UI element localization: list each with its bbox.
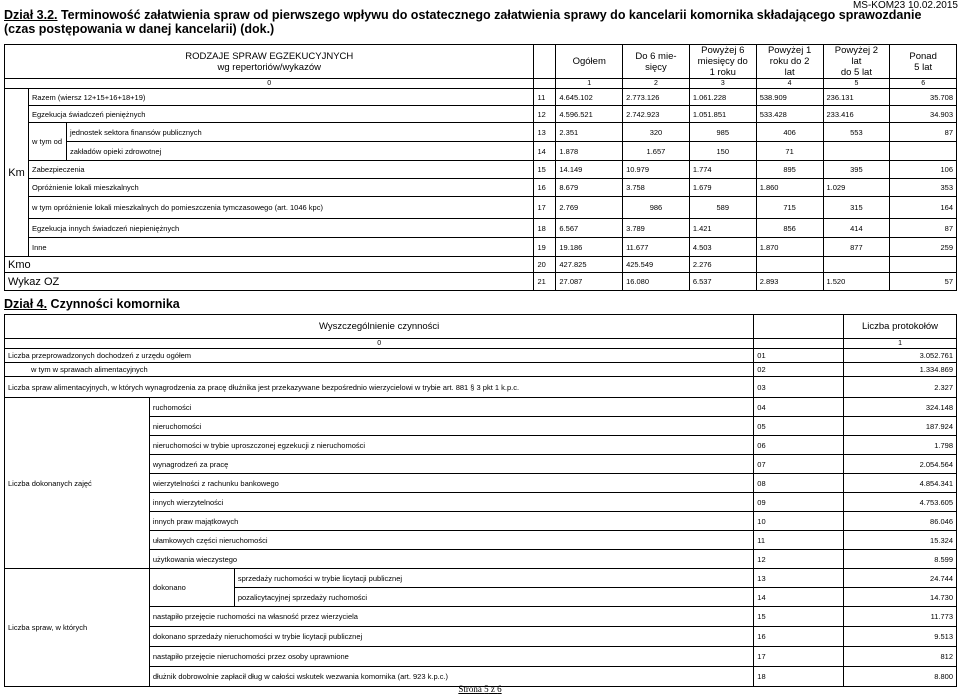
row-label: Zabezpieczenia (28, 161, 534, 179)
cell: 1.061.228 (689, 89, 756, 106)
row-number: 15 (754, 607, 844, 627)
col-index: 2 (623, 79, 690, 89)
row-label: Inne (28, 238, 534, 257)
row-label: w tym opróżnienie lokali mieszkalnych do pomieszczenia tymczasowego (art. 1046 kpc) (28, 197, 534, 219)
h13: 5 lat (914, 61, 933, 73)
cell: 320 (623, 123, 690, 142)
header-protocol-count: Liczba protokołów (844, 315, 957, 339)
row-number: 13 (534, 123, 556, 142)
table-row (5, 569, 957, 588)
footer-total: 6 (497, 684, 502, 694)
cell: 164 (890, 197, 957, 219)
row-label: dokonano sprzedaży nieruchomości w trybie licytacji publicznej (149, 627, 753, 647)
section-title (4, 8, 954, 36)
col-index: 0 (5, 339, 754, 349)
cell: 6.537 (689, 273, 756, 291)
h7: roku do 2 (769, 56, 810, 67)
cell: 2.327 (844, 377, 957, 398)
cell: 425.549 (623, 257, 690, 273)
row-label-oz: Wykaz OZ (5, 273, 534, 291)
cell: 34.903 (890, 106, 957, 123)
cell: 986 (623, 197, 690, 219)
cell: 8.800 (844, 667, 957, 687)
table-row (5, 363, 957, 377)
cell: 150 (689, 142, 756, 161)
group-km: Km (5, 89, 29, 257)
cell: 1.029 (823, 179, 890, 197)
row-number: 16 (754, 627, 844, 647)
cell (890, 257, 957, 273)
header-2y-5y (823, 45, 890, 79)
cell: 589 (689, 197, 756, 219)
cell: 86.046 (844, 512, 957, 531)
h8: lat (784, 67, 795, 78)
cell: 427.825 (556, 257, 623, 273)
row-label: nastąpiło przejęcie ruchomości na własność przez wierzyciela (149, 607, 753, 627)
row-label: nieruchomości w trybie uproszczonej egzekucji z nieruchomości (149, 436, 753, 455)
cell: 14.730 (844, 588, 957, 607)
cell: 87 (890, 219, 957, 238)
cell: 1.878 (556, 142, 623, 161)
cell: 3.052.761 (844, 349, 957, 363)
table-bailiff-actions (4, 314, 957, 687)
footer-prefix: Strona (458, 684, 485, 694)
cell: 1.860 (756, 179, 823, 197)
row-number: 12 (754, 550, 844, 569)
header-kind-line2: wg repertoriów/wykazów (217, 61, 321, 73)
row-number: 16 (534, 179, 556, 197)
header-kind (5, 45, 534, 79)
row-number: 02 (754, 363, 844, 377)
cell: 2.773.126 (623, 89, 690, 106)
header-up-to-6m (623, 45, 690, 79)
cell: 2.893 (756, 273, 823, 291)
header-total: Ogółem (556, 45, 623, 79)
cell: 414 (823, 219, 890, 238)
cell: 4.753.605 (844, 493, 957, 512)
cell: 11.677 (623, 238, 690, 257)
table-row (5, 142, 957, 161)
row-label: Razem (wiersz 12+15+16+18+19) (28, 89, 534, 106)
cell: 259 (890, 238, 957, 257)
cell: 106 (890, 161, 957, 179)
group-cases: Liczba spraw, w których (5, 569, 150, 687)
cell: 27.087 (556, 273, 623, 291)
row-number: 09 (754, 493, 844, 512)
row-number: 06 (754, 436, 844, 455)
cell: 715 (756, 197, 823, 219)
cell: 3.758 (623, 179, 690, 197)
section-4-text: Czynności komornika (47, 297, 180, 311)
h1: Do 6 mie- (635, 50, 677, 62)
cell: 4.596.521 (556, 106, 623, 123)
table-row (5, 123, 957, 142)
cell: 15.324 (844, 531, 957, 550)
row-label: nastąpiło przejęcie nieruchomości przez osoby uprawnione (149, 647, 753, 667)
cell: 1.051.851 (689, 106, 756, 123)
row-label: innych praw majątkowych (149, 512, 753, 531)
cell: 4.645.102 (556, 89, 623, 106)
cell: 2.054.564 (844, 455, 957, 474)
cell: 1.657 (623, 142, 690, 161)
cell: 19.186 (556, 238, 623, 257)
page-footer (0, 684, 960, 694)
cell: 353 (890, 179, 957, 197)
row-label: Liczba przeprowadzonych dochodzeń z urzędu ogółem (5, 349, 754, 363)
table-row (5, 179, 957, 197)
footer-mid: z (488, 684, 498, 694)
cell: 1.679 (689, 179, 756, 197)
cell: 533.428 (756, 106, 823, 123)
row-number: 03 (754, 377, 844, 398)
table-row (5, 257, 957, 273)
cell: 57 (890, 273, 957, 291)
section-4-title (4, 297, 180, 311)
col-index: 4 (756, 79, 823, 89)
row-label: w tym w sprawach alimentacyjnych (5, 363, 754, 377)
row-number: 11 (534, 89, 556, 106)
cell: 812 (844, 647, 957, 667)
document-id: MS-KOM23 10.02.2015 (852, 0, 958, 11)
h9: Powyżej 2 (834, 45, 879, 56)
cell: 1.870 (756, 238, 823, 257)
cell: 10.979 (623, 161, 690, 179)
header-description: Wyszczególnienie czynności (5, 315, 754, 339)
row-number: 21 (534, 273, 556, 291)
col-index: 1 (556, 79, 623, 89)
row-number: 20 (534, 257, 556, 273)
cell: 4.503 (689, 238, 756, 257)
section-title-text: Terminowość załatwienia spraw od pierwszego wpływu do ostatecznego załatwienia sprawy do kancelarii komornika składającego sprawozdanie (czas postępowania w danej kancelarii) (dok.) (4, 8, 922, 36)
table-row (5, 349, 957, 363)
cell: 11.773 (844, 607, 957, 627)
row-number: 14 (754, 588, 844, 607)
row-number: 11 (754, 531, 844, 550)
row-label: innych wierzytelności (149, 493, 753, 512)
header-over-5y (890, 45, 957, 79)
cell (823, 257, 890, 273)
header-kind-line1: RODZAJE SPRAW EGZEKUCYJNYCH (185, 50, 354, 62)
cell: 1.774 (689, 161, 756, 179)
cell: 315 (823, 197, 890, 219)
h4: miesięcy do (697, 56, 748, 67)
cell: 324.148 (844, 398, 957, 417)
cell: 985 (689, 123, 756, 142)
cell: 14.149 (556, 161, 623, 179)
row-label: ruchomości (149, 398, 753, 417)
cell: 8.679 (556, 179, 623, 197)
row-number: 15 (534, 161, 556, 179)
row-label: sprzedaży ruchomości w trybie licytacji publicznej (234, 569, 753, 588)
col-index: 3 (689, 79, 756, 89)
cell: 1.421 (689, 219, 756, 238)
cell: 856 (756, 219, 823, 238)
col-index: 5 (823, 79, 890, 89)
row-number: 18 (754, 667, 844, 687)
row-label: nieruchomości (149, 417, 753, 436)
cell: 895 (756, 161, 823, 179)
cell: 395 (823, 161, 890, 179)
row-number: 17 (534, 197, 556, 219)
row-number: 13 (754, 569, 844, 588)
h2: sięcy (645, 61, 667, 73)
h6: Powyżej 1 (767, 45, 812, 56)
section-4-number: Dział 4. (4, 297, 48, 311)
cell: 87 (890, 123, 957, 142)
cell: 2.276 (689, 257, 756, 273)
cell: 4.854.341 (844, 474, 957, 493)
row-number: 08 (754, 474, 844, 493)
row-label: wynagrodzeń za pracę (149, 455, 753, 474)
h10: lat (851, 56, 862, 67)
footer-page: 5 (484, 684, 489, 694)
table-row (5, 377, 957, 398)
cell: 71 (756, 142, 823, 161)
cell: 2.742.923 (623, 106, 690, 123)
table-row (5, 273, 957, 291)
col-index: 1 (844, 339, 957, 349)
row-label: dłużnik dobrowolnie zapłacił dług w całości wskutek wezwania komornika (art. 923 k.p.c.) (149, 667, 753, 687)
row-number: 17 (754, 647, 844, 667)
table-row (5, 89, 957, 106)
row-number: 18 (534, 219, 556, 238)
table-row (5, 197, 957, 219)
h5: 1 roku (709, 67, 736, 78)
group-w-tym-od: w tym od (28, 123, 66, 161)
cell (823, 142, 890, 161)
table-row (5, 238, 957, 257)
section-number: Dział 3.2. (4, 8, 58, 22)
col-index: 6 (890, 79, 957, 89)
cell: 187.924 (844, 417, 957, 436)
cell: 24.744 (844, 569, 957, 588)
row-label: użytkowania wieczystego (149, 550, 753, 569)
row-label: ułamkowych części nieruchomości (149, 531, 753, 550)
cell: 16.080 (623, 273, 690, 291)
table-case-duration (4, 44, 957, 291)
cell: 553 (823, 123, 890, 142)
table-row (5, 219, 957, 238)
row-label: Opróżnienie lokali mieszkalnych (28, 179, 534, 197)
cell: 1.334.869 (844, 363, 957, 377)
row-label: jednostek sektora finansów publicznych (66, 123, 534, 142)
table-row (5, 161, 957, 179)
header-1y-2y (756, 45, 823, 79)
cell: 2.769 (556, 197, 623, 219)
row-number: 05 (754, 417, 844, 436)
cell: 2.351 (556, 123, 623, 142)
row-number: 04 (754, 398, 844, 417)
cell: 8.599 (844, 550, 957, 569)
row-label: zakładów opieki zdrowotnej (66, 142, 534, 161)
row-label: Egzekucja świadczeń pieniężnych (28, 106, 534, 123)
cell (756, 257, 823, 273)
row-label-kmo: Kmo (5, 257, 534, 273)
table-row (5, 398, 957, 417)
cell: 9.513 (844, 627, 957, 647)
cell: 406 (756, 123, 823, 142)
h3: Powyżej 6 (701, 45, 745, 56)
cell: 6.567 (556, 219, 623, 238)
cell: 1.520 (823, 273, 890, 291)
row-label: pozalicytacyjnej sprzedaży ruchomości (234, 588, 753, 607)
row-number: 07 (754, 455, 844, 474)
header-6m-1y (689, 45, 756, 79)
group-dokonano: dokonano (149, 569, 234, 607)
row-number: 12 (534, 106, 556, 123)
col-index: 0 (5, 79, 534, 89)
h11: do 5 lat (840, 67, 872, 78)
cell: 3.789 (623, 219, 690, 238)
cell (890, 142, 957, 161)
group-seizures: Liczba dokonanych zajęć (5, 398, 150, 569)
cell: 233.416 (823, 106, 890, 123)
table-row (5, 106, 957, 123)
row-label: wierzytelności z rachunku bankowego (149, 474, 753, 493)
row-number: 14 (534, 142, 556, 161)
cell: 236.131 (823, 89, 890, 106)
cell: 35.708 (890, 89, 957, 106)
cell: 1.798 (844, 436, 957, 455)
row-number: 10 (754, 512, 844, 531)
row-label: Liczba spraw alimentacyjnych, w których wynagrodzenia za pracę dłużnika jest przekazywane bezpośrednio wierzycielowi w trybie art. 881 § 3 pkt 1 k.p.c. (5, 377, 754, 398)
cell: 877 (823, 238, 890, 257)
row-label: Egzekucja innych świadczeń niepieniężnych (28, 219, 534, 238)
cell: 538.909 (756, 89, 823, 106)
h12: Ponad (909, 50, 937, 62)
row-number: 01 (754, 349, 844, 363)
row-number: 19 (534, 238, 556, 257)
